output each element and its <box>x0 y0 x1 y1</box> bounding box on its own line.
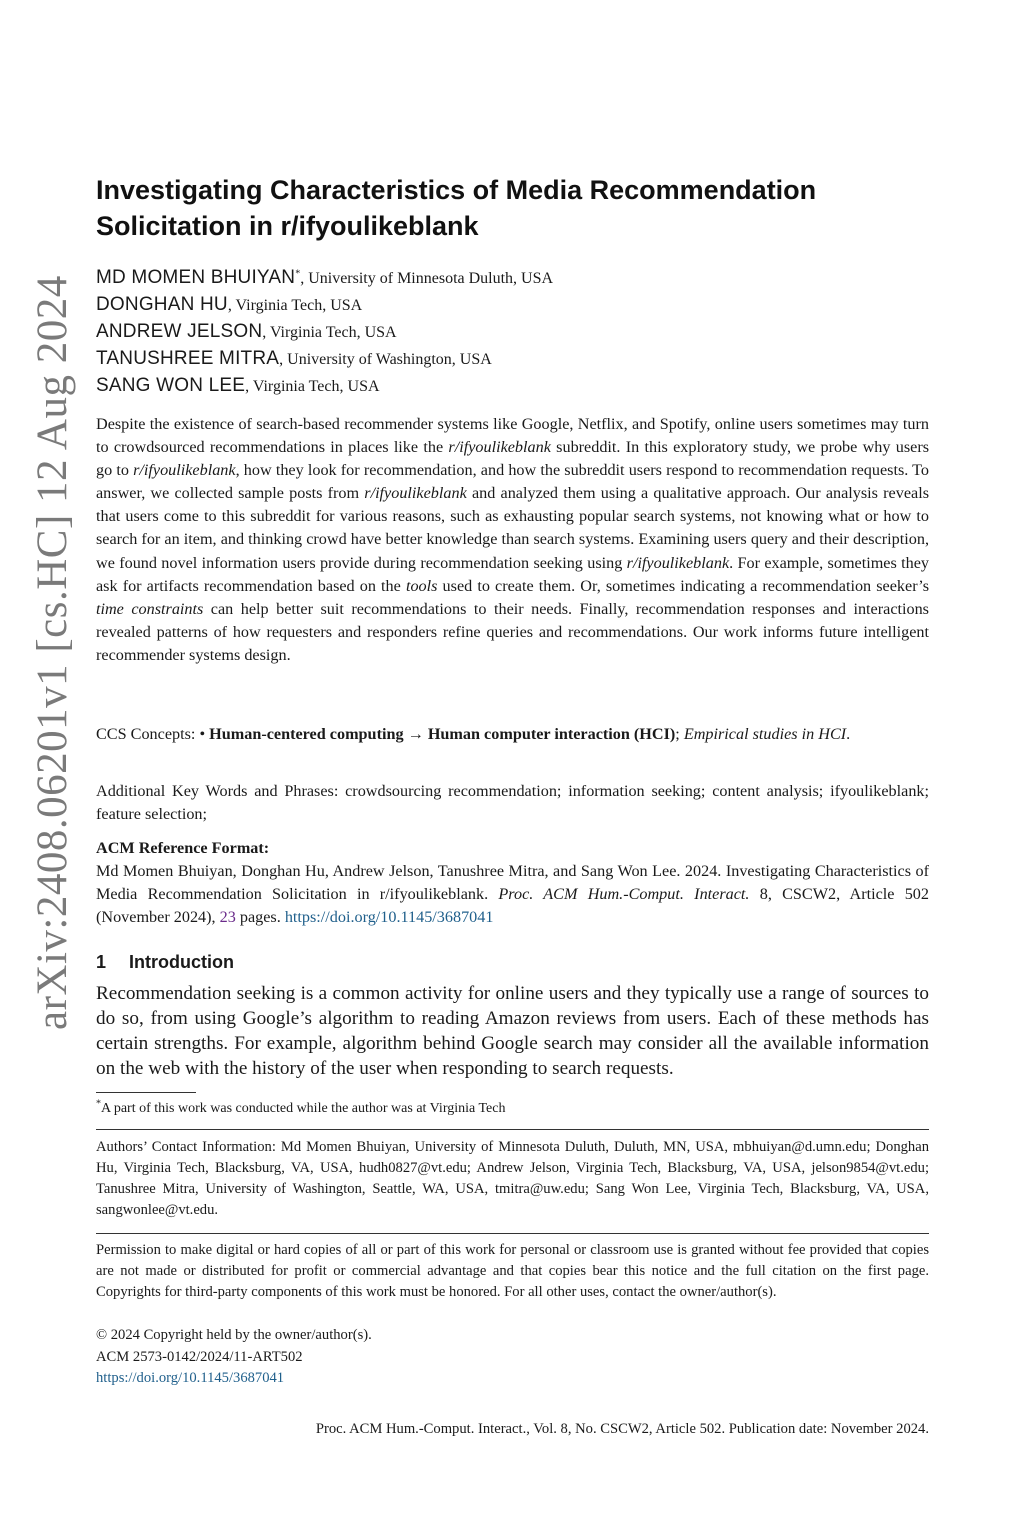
author-affiliation: , Virginia Tech, USA <box>262 324 397 341</box>
doi-footer-link[interactable]: https://doi.org/10.1145/3687041 <box>96 1370 285 1386</box>
abstract-text: . For example, sometimes they ask for artifacts recommendation based on the <box>96 553 929 595</box>
footnote-mark: * <box>96 1098 101 1110</box>
author-entry <box>96 264 929 291</box>
doi-footer <box>96 1368 929 1389</box>
page-count-link[interactable]: 23 <box>219 908 236 927</box>
author-list <box>96 264 929 399</box>
acm-reference-text: Md Momen Bhuiyan, Donghan Hu, Andrew Jelson, Tanushree Mitra, and Sang Won Lee. 2024. Investigating Characteristics of Media Recommendation Solicitation in r/ifyoulikeblank. <box>96 862 929 904</box>
abstract-emphasis: r/ifyoulikeblank <box>364 484 467 503</box>
acm-reference-text: pages. <box>235 908 285 927</box>
author-name: ANDREW JELSON <box>96 321 263 342</box>
permission-rule <box>96 1233 929 1234</box>
introduction-paragraph: Recommendation seeking is a common activity for online users and they typically use a range of sources to do so, from using Google’s algorithm to reading Amazon reviews from users. Each of these methods has certain strengths. For example, algorithm behind Google search may consider all the available information on the web with the history of the user when responding to search requests. <box>96 983 929 1079</box>
contact-rule <box>96 1129 929 1130</box>
paper-title: Investigating Characteristics of Media Recommendation Solicitation in r/ifyoulikeblank <box>96 175 817 241</box>
author-footnote-mark: * <box>295 268 301 280</box>
author-name: TANUSHREE MITRA <box>96 348 280 369</box>
abstract-text: subreddit. In this exploratory study, we probe why users go to <box>96 438 930 480</box>
acm-reference-journal: Proc. ACM Hum.-Comput. Interact. <box>498 885 750 904</box>
author-name: SANG WON LEE <box>96 375 246 396</box>
keywords: Additional Key Words and Phrases: crowdsourcing recommendation; information seeking; content analysis; ifyoulikeblank; feature selection; <box>96 782 929 824</box>
ccs-label: CCS Concepts: <box>96 725 200 743</box>
author-affiliation: , University of Washington, USA <box>279 351 492 368</box>
acm-reference-heading: ACM Reference Format: <box>96 839 270 857</box>
author-entry <box>96 318 929 345</box>
contact-information: Authors’ Contact Information: Md Momen Bhuiyan, University of Minnesota Duluth, Duluth, MN, USA, mbhuiyan@d.umn.edu; Donghan Hu, Virginia Tech, Blacksburg, VA, USA, hudh0827@vt.edu; Andrew Jelson, Virginia Tech, Blacksburg, VA, USA, jelson9854@vt.edu; Tanushree Mitra, University of Washington, Seattle, WA, USA, tmitra@uw.edu; Sang Won Lee, Virginia Tech, Blacksburg, VA, USA, sangwonlee@vt.edu. <box>96 1139 929 1218</box>
section-number: 1 <box>96 952 107 972</box>
author-entry <box>96 291 929 318</box>
section-heading <box>96 950 234 974</box>
abstract-text: Despite the existence of search-based recommender systems like Google, Netflix, and Spotify, online users sometimes may turn to crowdsourced recommendations in places like the <box>96 415 929 457</box>
permission-notice: Permission to make digital or hard copies of all or part of this work for personal or classroom use is granted without fee provided that copies are not made or distributed for profit or commercial advantage and that copies bear this notice and the full citation on the first page. Copyrights for third-party components of this work must be honored. For all other uses, contact the owner/author(s). <box>96 1242 929 1300</box>
abstract-emphasis: tools <box>405 576 438 595</box>
copyright-line: © 2024 Copyright held by the owner/author(s). <box>96 1327 372 1343</box>
ccs-concepts <box>96 723 929 746</box>
author-name: MD MOMEN BHUIYAN <box>96 267 296 288</box>
author-affiliation: , Virginia Tech, USA <box>245 378 380 395</box>
acm-reference-text: 8, CSCW2, Article 502 (November 2024), <box>96 885 929 927</box>
ccs-concept: Human-centered computing → Human computer interaction (HCI) <box>209 725 676 743</box>
author-affiliation: , University of Minnesota Duluth, USA <box>300 270 554 287</box>
ccs-separator: ; <box>675 725 684 743</box>
ccs-bullet: • <box>199 725 210 743</box>
footnote-rule <box>96 1092 196 1093</box>
abstract <box>96 413 929 667</box>
abstract-emphasis: time constraints <box>96 599 204 618</box>
author-entry <box>96 372 929 399</box>
acm-reference <box>96 860 929 929</box>
abstract-emphasis: r/ifyoulikeblank <box>448 438 551 457</box>
acm-code: ACM 2573-0142/2024/11-ART502 <box>96 1349 303 1365</box>
abstract-text: can help better suit recommendations to their needs. Finally, recommendation responses and interactions revealed patterns of how requesters and responders refine queries and recommendations. Our work informs future intelligent recommender systems design. <box>96 599 929 664</box>
abstract-emphasis: r/ifyoulikeblank <box>133 461 236 480</box>
footnote-text: A part of this work was conducted while the author was at Virginia Tech <box>101 1101 506 1116</box>
author-affiliation: , Virginia Tech, USA <box>227 297 363 314</box>
abstract-text: , how they look for recommendation, and how the subreddit users respond to recommendation requests. To answer, we collected sample posts from <box>96 461 929 503</box>
author-entry <box>96 345 929 372</box>
ccs-subconcept: Empirical studies in HCI <box>683 725 847 743</box>
author-name: DONGHAN HU <box>96 294 228 315</box>
arxiv-identifier: arXiv:2408.06201v1 [cs.HC] 12 Aug 2024 <box>29 275 76 1030</box>
abstract-text: used to create them. Or, sometimes indicating a recommendation seeker’s <box>437 576 929 595</box>
abstract-text: and analyzed them using a qualitative approach. Our analysis reveals that users come to this subreddit for various reasons, such as exhausting popular search systems, not knowing what or how to search for an item, and thinking crowd have better knowledge than search systems. Examining users query and their description, we found novel information users provide during recommendation seeking using <box>96 484 930 572</box>
footnote <box>96 1099 929 1119</box>
doi-link[interactable]: https://doi.org/10.1145/3687041 <box>284 908 494 927</box>
section-title: Introduction <box>129 952 234 972</box>
abstract-emphasis: r/ifyoulikeblank <box>626 553 730 572</box>
ccs-end: . <box>846 725 851 743</box>
running-footer: Proc. ACM Hum.-Comput. Interact., Vol. 8, No. CSCW2, Article 502. Publication date: November 2024. <box>315 1421 929 1437</box>
